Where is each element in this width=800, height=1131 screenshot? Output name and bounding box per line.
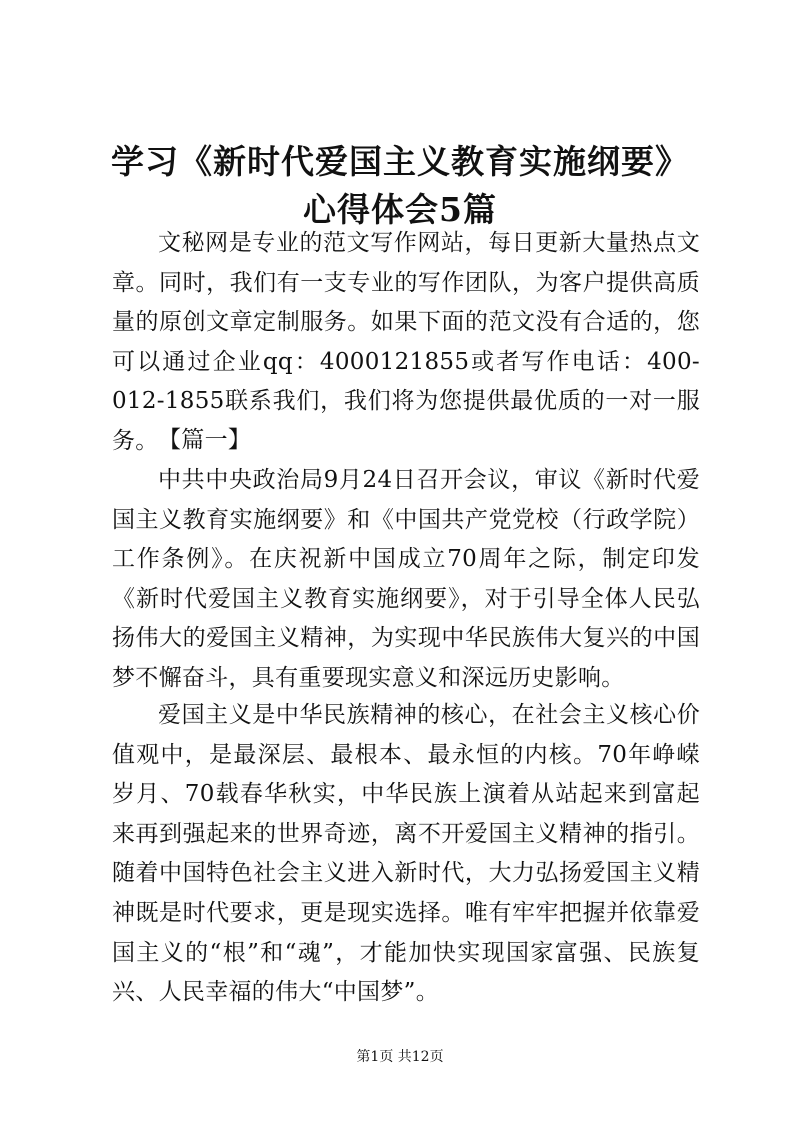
- document-title: 学习《新时代爱国主义教育实施纲要》心得体会5篇: [111, 142, 689, 229]
- body-paragraph-2: 爱国主义是中华民族精神的核心，在社会主义核心价值观中，是最深层、最根本、最永恒的内核。70年峥嵘岁月、70载春华秋实，中华民族上演着从站起来到富起来再到强起来的世界奇迹，离不开爱国主义精神的指引。随着中国特色社会主义进入新时代，大力弘扬爱国主义精神既是时代要求，更是现实选择。唯有牢牢把握并依靠爱国主义的“根”和“魂”，才能加快实现国家富强、民族复兴、人民幸福的伟大“中国梦”。: [112, 702, 700, 1006]
- section-heading: 【篇一】: [158, 427, 252, 453]
- page-number-footer: 第1页 共12页: [356, 1049, 444, 1065]
- intro-paragraph: 文秘网是专业的范文写作网站，每日更新大量热点文章。同时，我们有一支专业的写作团队，为客户提供高质量的原创文章定制服务。如果下面的范文没有合适的，您可以通过企业qq：4000121855或者写作电话：400-012-1855联系我们，我们将为您提供最优质的一对一服务。: [112, 230, 700, 454]
- body-paragraph-1: 中共中央政治局9月24日召开会议，审议《新时代爱国主义教育实施纲要》和《中国共产党党校（行政学院）工作条例》。在庆祝新中国成立70周年之际，制定印发《新时代爱国主义教育实施纲要》，对于引导全体人民弘扬伟大的爱国主义精神，为实现中华民族伟大复兴的中国梦不懈奋斗，具有重要现实意义和深远历史影响。: [112, 467, 700, 691]
